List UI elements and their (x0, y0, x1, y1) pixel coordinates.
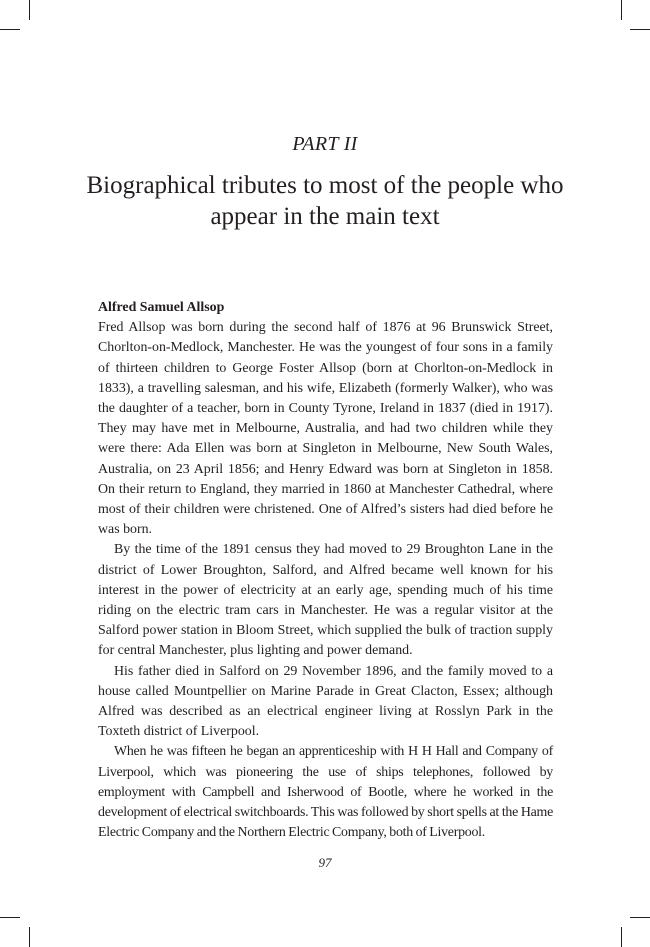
entry-paragraph-2: By the time of the 1891 census they had moved to 29 Broughton Lane in the district of Lower Broughton, Salford, and Alfred became well known for his interest in the power of electricity at an early age, spending much of his time riding on the electric tram cars in Manchester. He was a regular visitor at the Salford power station in Bloom Street, which supplied the bulk of traction supply for central Manchester, plus lighting and power demand. (98, 542, 553, 659)
crop-mark-bottom-left-vertical (29, 927, 30, 947)
biography-entry (98, 298, 553, 843)
crop-mark-top-right-horizontal (630, 29, 650, 30)
crop-mark-top-right-vertical (621, 0, 622, 20)
entry-name: Alfred Samuel Allsop (98, 300, 225, 315)
entry-paragraph-3: His father died in Salford on 29 November 1896, and the family moved to a house called Mountpellier on Marine Parade in Great Clacton, Essex; although Alfred was described as an electrical engineer living at Rosslyn Park in the Toxteth district of Liverpool. (98, 663, 553, 740)
crop-mark-bottom-right-vertical (621, 927, 622, 947)
entry-paragraph-4: When he was fifteen he began an apprenticeship with H H Hall and Company of Liverpool, which was pioneering the use of ships telephones, followed by employment with Campbell and Isherwood of Bootle, where he worked in the development of electrical switchboards. This was followed by short spells at the Hame Electric Company and the Northern Electric Company, both of Liverpool. (98, 744, 553, 841)
crop-mark-bottom-left-horizontal (0, 917, 20, 918)
page-number: 97 (318, 855, 332, 870)
crop-mark-top-left-horizontal (0, 29, 20, 30)
entry-paragraph-1: Fred Allsop was born during the second half of 1876 at 96 Brunswick Street, Chorlton-on-Medlock, Manchester. He was the youngest of four sons in a family of thirteen children to George Foster Allsop (born at Chorlton-on-Medlock in 1833), a travelling salesman, and his wife, Elizabeth (formerly Walker), who was the daughter of a teacher, born in County Tyrone, Ireland in 1837 (died in 1917). They may have met in Melbourne, Australia, and had two children while they were there: Ada Ellen was born at Singleton in Melbourne, New South Wales, Australia, on 23 April 1856; and Henry Edward was born at Singleton in 1858. On their return to England, they married in 1860 at Manchester Cathedral, where most of their children were christened. One of Alfred’s sisters had died before he was born. (98, 320, 553, 538)
crop-mark-bottom-right-horizontal (630, 917, 650, 918)
part-label: PART II (292, 133, 358, 155)
crop-mark-top-left-vertical (29, 0, 30, 20)
part-title: Biographical tributes to most of the people who appear in the main text (86, 172, 564, 230)
